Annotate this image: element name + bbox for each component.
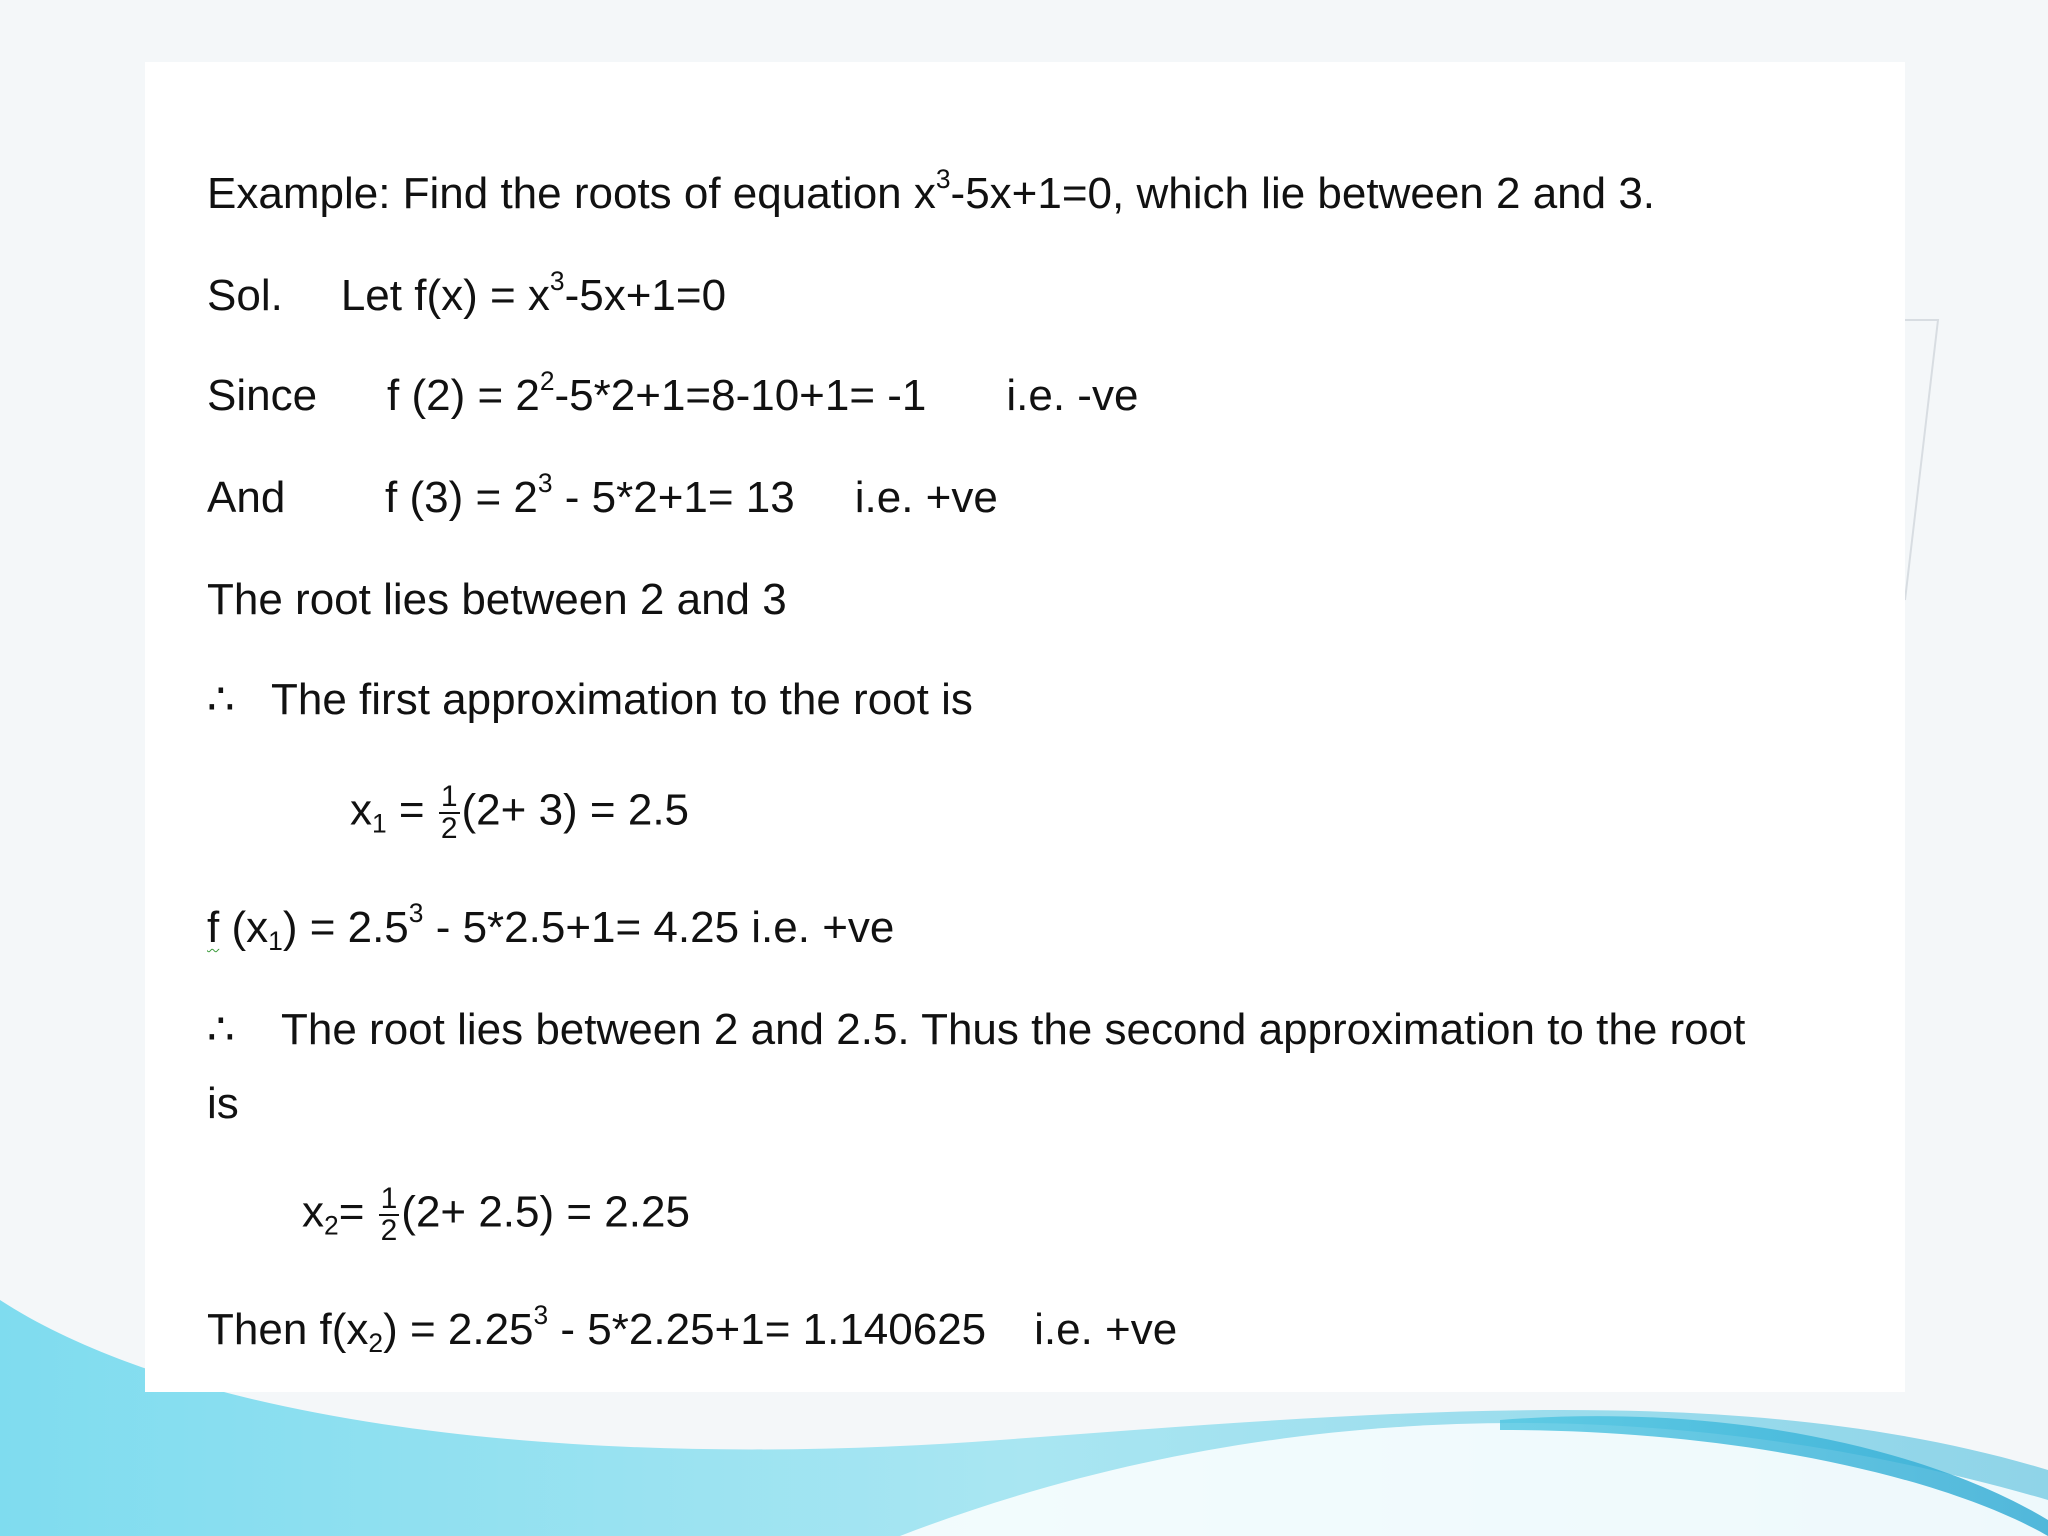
exponent: 3 — [537, 468, 553, 499]
subscript: 2 — [368, 1327, 384, 1358]
fx1-f: f — [207, 903, 220, 952]
subscript: 1 — [372, 808, 387, 839]
fx1-open: (x — [219, 903, 269, 952]
therefore-symbol: ∴ — [207, 1005, 235, 1054]
denominator: 2 — [440, 812, 458, 845]
x2-var: x — [302, 1187, 324, 1237]
fx2-text-mid: ) = 2.25 — [383, 1305, 534, 1354]
and-text: f (3) = 2 — [385, 473, 538, 522]
subscript: 1 — [268, 925, 283, 956]
denominator: 2 — [380, 1214, 398, 1247]
sol-text-end: -5x+1=0 — [564, 271, 727, 320]
exponent: 2 — [539, 366, 555, 397]
root-between-text: The root lies between 2 and 3 — [207, 575, 787, 624]
fraction-half — [439, 782, 460, 844]
second-root-line — [207, 1002, 1745, 1058]
x1-eq: = — [386, 785, 437, 835]
x1-var: x — [350, 785, 372, 835]
x1-rest: (2+ 3) = 2.5 — [461, 785, 690, 835]
fraction-half — [379, 1184, 400, 1246]
fx1-close: ) = 2.5 — [282, 903, 409, 952]
and-label: And — [207, 473, 286, 522]
since-text: f (2) = 2 — [387, 371, 540, 420]
fx1-rest: - 5*2.5+1= 4.25 i.e. +ve — [423, 903, 895, 952]
therefore-symbol: ∴ — [207, 675, 235, 724]
second-root-cont: is — [207, 1079, 239, 1128]
fx2-line — [207, 1302, 1177, 1358]
and-text-end: - 5*2+1= 13 — [552, 473, 795, 522]
fx1-line — [207, 900, 894, 956]
and-line — [207, 470, 998, 526]
numerator: 1 — [440, 780, 458, 813]
fx2-note: i.e. +ve — [1034, 1305, 1178, 1354]
first-approx-line — [207, 672, 973, 728]
x2-eq: = — [338, 1187, 377, 1237]
second-root-cont-line — [207, 1076, 239, 1132]
x2-formula — [302, 1184, 690, 1246]
sol-text: Let f(x) = x — [340, 271, 550, 320]
subscript: 2 — [324, 1210, 339, 1241]
example-text-end: -5x+1=0, which lie between 2 and 3. — [950, 169, 1656, 218]
exponent: 3 — [549, 266, 565, 297]
and-note: i.e. +ve — [854, 473, 998, 522]
since-label: Since — [207, 371, 318, 420]
x2-rest: (2+ 2.5) = 2.25 — [401, 1187, 690, 1237]
since-note: i.e. -ve — [1006, 371, 1139, 420]
exponent: 3 — [935, 164, 951, 195]
since-line — [207, 368, 1138, 424]
fx2-text: Then f(x — [207, 1305, 369, 1354]
root-between-line — [207, 572, 787, 628]
sol-line — [207, 268, 726, 324]
example-text: Example: Find the roots of equation x — [207, 169, 936, 218]
exponent: 3 — [408, 898, 424, 929]
second-root-text: The root lies between 2 and 2.5. Thus the second approximation to the root — [281, 1005, 1746, 1054]
numerator: 1 — [380, 1182, 398, 1215]
slide-content — [145, 62, 1905, 1392]
fx2-rest: - 5*2.25+1= 1.140625 — [548, 1305, 987, 1354]
example-line — [207, 166, 1655, 222]
first-approx-text: The first approximation to the root is — [271, 675, 973, 724]
exponent: 3 — [533, 1300, 549, 1331]
x1-formula — [350, 782, 689, 844]
since-text-end: -5*2+1=8-10+1= -1 — [554, 371, 927, 420]
sol-label: Sol. — [207, 271, 283, 320]
